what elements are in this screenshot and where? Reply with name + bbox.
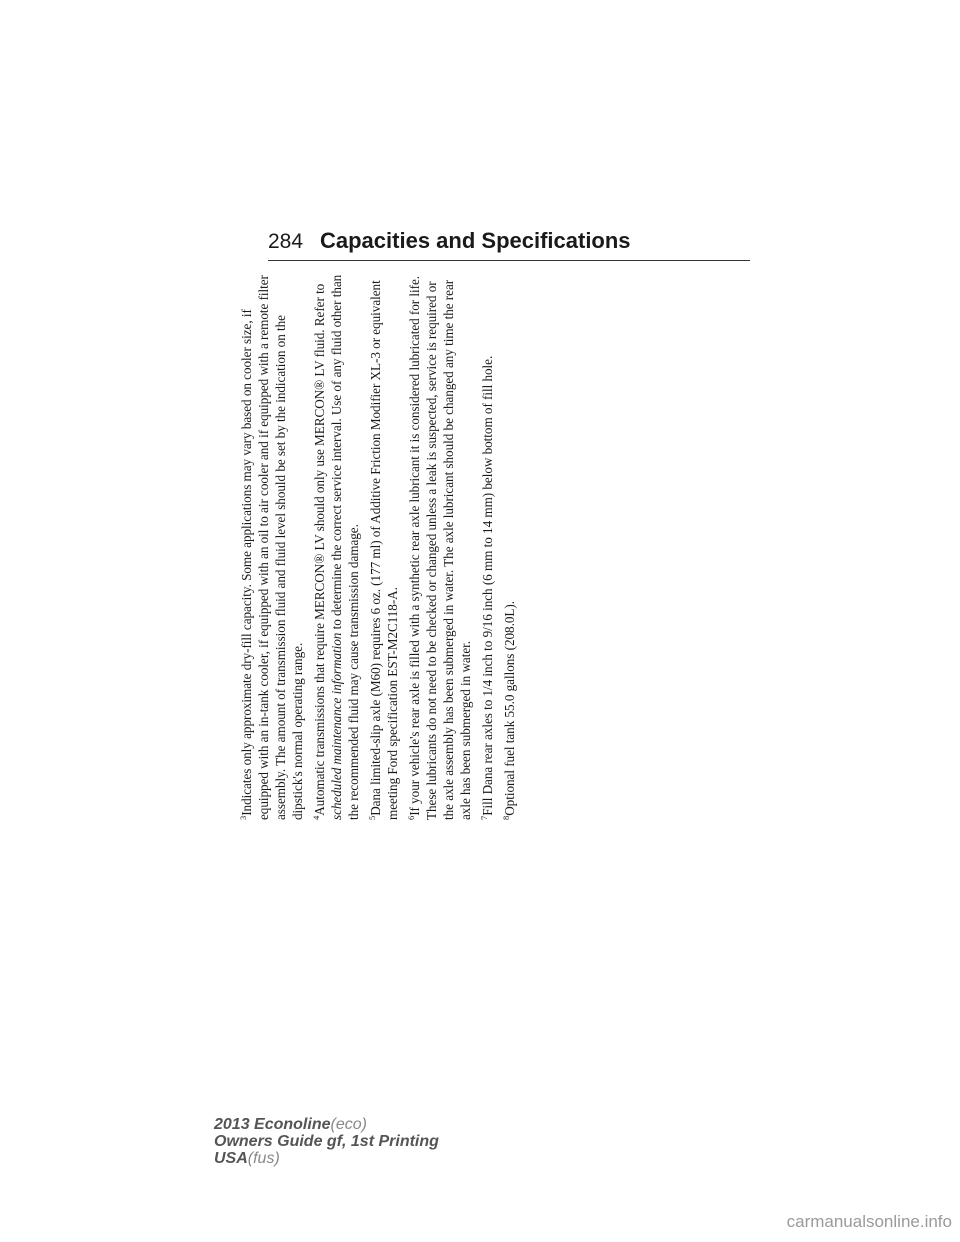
page-title: Capacities and Specifications	[320, 228, 631, 253]
footnote-italic-reference: scheduled maintenance information	[329, 632, 344, 820]
page-header	[268, 228, 750, 262]
header-rule	[268, 260, 750, 261]
footnote-marker: 5	[367, 815, 377, 820]
footnote-marker: 3	[238, 815, 248, 820]
footnote-7	[479, 272, 496, 820]
footer-line-1	[214, 1116, 439, 1133]
footer-line-2	[214, 1133, 439, 1150]
footnote-text: Optional fuel tank 55.0 gallons (208.0L).	[502, 601, 517, 816]
footnote-text: If your vehicle's rear axle is filled with a synthetic rear axle lubricant it is considered lubricated for life. These lubricants do not need to be checked or changed unless a leak is suspected, service is required or the axle assembly has been submerged in water. The axle lubricant should be changed any time the rear axle has been submerged in water.	[407, 275, 473, 820]
footnote-6	[406, 272, 474, 820]
footnote-marker: 8	[501, 815, 511, 820]
footnote-text: Dana limited-slip axle (M60) requires 6 oz. (177 ml) of Additive Friction Modifier XL-3 or equivalent meeting Ford specification EST-M2C118-A.	[368, 280, 400, 820]
footer-model: 2013 Econoline	[214, 1116, 331, 1133]
footnote-text: Indicates only approximate dry-fill capacity. Some applications may vary based on cooler size, if equipped with an in-tank cooler, if equipped with an oil to air cooler and if equipped with a remote filter assembly. The amount of transmission fluid and fluid level should be set by the indication on the dipstick's normal operating range.	[239, 275, 305, 820]
footer-model-code: (eco)	[330, 1116, 367, 1133]
document-footer	[214, 1116, 439, 1167]
footnote-marker: 4	[311, 815, 321, 820]
footer-market: USA	[214, 1150, 248, 1167]
page-number: 284	[268, 230, 304, 253]
footnote-4	[311, 272, 362, 820]
footnote-text-continued: to determine the correct service interval. Use of any fluid other than the recommended fluid may cause transmission damage.	[329, 274, 361, 820]
footnote-text: Fill Dana rear axles to 1/4 inch to 9/16 inch (6 mm to 14 mm) below bottom of fill hole.	[480, 355, 495, 816]
footnote-marker: 6	[406, 815, 416, 820]
footer-market-code: (fus)	[247, 1150, 280, 1167]
footnote-3	[238, 272, 306, 820]
footnote-5	[367, 272, 401, 820]
footnotes-block	[238, 272, 517, 820]
footer-guide: Owners Guide gf, 1st Printing	[214, 1133, 439, 1150]
watermark[interactable]: carmanualsonline.info	[786, 1212, 952, 1231]
footnote-text: Automatic transmissions that require MERCON® LV should only use MERCON® LV fluid. Refer to	[312, 283, 327, 816]
footnote-marker: 7	[479, 815, 489, 820]
footer-line-3	[214, 1150, 439, 1167]
footnote-8	[501, 272, 518, 820]
